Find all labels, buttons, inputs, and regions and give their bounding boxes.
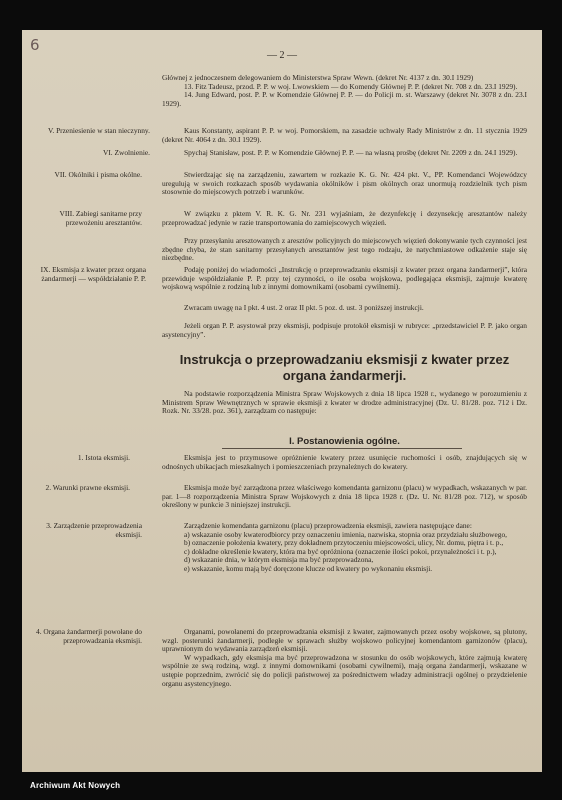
section-7-title: VII. Okólniki i pisma okólne. [54,170,142,179]
section-8-continued: Przy przesyłaniu aresztowanych z aresztów policyjnych do miejscowych więzień dokonywanie tych czynności jest zbędne chyba, że stan sanitarny przesyłanych aresztantów jest tego rodzaju, że natychmiastowe odkażenie staje się niezbędne. [162,236,527,263]
section-9-title: IX. Eksmisja z kwater przez organa żandarmerji — współdziałanie P. P. [40,265,146,283]
instruction-intro: Na podstawie rozporządzenia Ministra Spraw Wojskowych z dnia 18 lipca 1928 r., wydanego w porozumieniu z Ministrem Spraw Wewnętrznych w sprawie eksmisji z kwater w drodze administracyjnej (Dz. U. 81/28. poz. 712 i Dz. Rozk. Nr. 33/28. poz. 361), zarządzam co następuje: [162,389,527,416]
section-8-text: W związku z pktem V. R. K. G. Nr. 231 wyjaśniam, że dezynfekcję i dezynsekcję aresztantów należy przeprowadzać jedynie w razie transportowania do zamiejscowych więzień. [162,209,527,227]
section-5-text: Kaus Konstanty, aspirant P. P. w woj. Pomorskiem, na zasadzie uchwały Rady Ministrów z dn. 11 stycznia 1929 (dekret Nr. 4064 z dn. 30.I 1929). [162,126,527,144]
section-6-title: VI. Zwolnienie. [103,148,150,157]
top-continuation [162,74,527,108]
item-4-text [162,628,527,688]
section-9-note: Zwracam uwagę na I pkt. 4 ust. 2 oraz II pkt. 5 poz. d. ust. 3 poniższej instrukcji. [184,303,424,312]
top-paragraph-3: 14. Jung Edward, post. P. P. w Komendzie Głównej P. P. — do Policji m. st. Warszawy (dekret Nr. 3078 z dn. 23.I 1929). [162,90,527,108]
handwritten-number: 6 [30,36,40,54]
item-4-para-2: W wypadkach, gdy eksmisja ma być przeprowadzona w stosunku do osób wojskowych, które zajmują kwaterę wspólnie ze swą rodziną, wzgl. z innymi domownikami (osobami cywilnemi), mają organa żandarmerji, wskazane w ustępie poprzednim, zwrócić się do policji państwowej za pośrednictwem władzy administracji ogólnej o przydzielenie organu asystencyjnego. [162,652,527,688]
item-3-title: 3. Zarządzenie przeprowadzenia eksmisji. [46,521,142,539]
item-2-title: 2. Warunki prawne eksmisji. [45,483,130,492]
item-4-title: 4. Organa żandarmerji powołane do przeprowadzania eksmisji. [36,627,142,645]
section-heading-general: I. Postanowienia ogólne. [289,436,400,447]
item-3-para: Zarządzenie komendanta garnizonu (placu) przeprowadzenia eksmisji, zawiera następujące dane: [184,521,472,530]
item-3-point-e: e) wskazanie, komu mają być doręczone klucze od kwatery po wykonaniu eksmisji. [184,563,433,573]
archive-watermark: Archiwum Akt Nowych [30,781,121,790]
item-1-title: 1. Istota eksmisji. [77,453,130,462]
section-5-title: V. Przeniesienie w stan nieczynny. [47,126,150,135]
heading-underline [222,448,462,449]
item-3-text [162,522,527,574]
section-8-title: VIII. Zabiegi sanitarne przy przewożeniu aresztantów. [59,209,142,227]
section-6-text: Spychaj Stanisław, post. P. P. w Komendzie Głównej P. P. — na własną prośbę (dekret Nr. 2209 z dn. 24.I 1929). [184,148,518,157]
instruction-title: Instrukcja o przeprowadzaniu eksmisji z kwater przez organa żandarmerji. [179,352,510,383]
top-paragraph-1: Głównej z jednoczesnem delegowaniem do Ministerstwa Spraw Wewn. (dekret Nr. 4137 z dn. 30.I 1929) [162,73,474,82]
page-number: — 2 — [267,50,297,61]
item-4-para-1: Organami, powołanemi do przeprowadzania eksmisji z kwater, zajmowanych przez osoby wojskowe, są plutony, wzgl. posterunki żandarmerji, podległe w sprawach służby wojskowo policyjnej komendantom garnizonów (placu), uprawnionym do wydawania zarządzeń eksmisji. [162,627,527,654]
item-3-point-c: c) dokładne określenie kwatery, która ma być opróżniona (oznaczenie ilości pokoi, przynależności i t. p.), [184,546,497,556]
section-9-text: Podaję poniżej do wiadomości „Instrukcję o przeprowadzaniu eksmisji z kwater przez organa żandarmerji”, która przewiduje współdziałanie P. P. przy tej czynności, o ile osoba wojskowa, podlegająca eksmisji, zajmuje kwaterę wojskową wspólnie z rodziną lub z innymi domownikami (osobami cywilnemi). [162,265,527,292]
item-3-point-d: d) wskazanie dnia, w którym eksmisja ma być przeprowadzona, [184,555,374,565]
document-page [22,30,542,772]
item-2-text: Eksmisja może być zarządzona przez właściwego komendanta garnizonu (placu) w wypadkach, wskazanych w par. par. 1—8 rozporządzenia Ministra Spraw Wojskowych z dnia 18 lipca 1928 r. (Dz. U. Nr. 81/28 poz. 712), w sposób określony w punkcie 3 niniejszej instrukcji. [162,483,527,510]
section-9-protocol: Jeżeli organ P. P. asystował przy eksmisji, podpisuje protokół eksmisji w rubryce: „przedstawiciel P. P. jako organ asystencyjny”. [162,321,527,339]
item-3-point-a: a) wskazanie osoby kwaterodbiorcy przy oznaczeniu imienia, nazwiska, stopnia oraz przydziału służbowego, [184,529,508,539]
item-1-text: Eksmisja jest to przymusowe opróżnienie kwatery przez usunięcie ruchomości i osób, znajdujących się w odnośnych ubikacjach mieszkalnych i pomieszczeniach przynależnych do kwatery. [162,453,527,471]
section-7-text: Stwierdzając się na zarządzeniu, zawartem w rozkazie K. G. Nr. 424 pkt. V., PP. Komendanci Wojewódzcy uregulują w swoich rozkazach sposób wydawania okólników i pism okólnych oraz unormują rozdzielnik tych pism stosownie do miejscowych potrzeb i warunków. [162,170,527,197]
top-paragraph-2: 13. Fitz Tadeusz, przod. P. P. w woj. Lwowskiem — do Komendy Głównej P. P. (dekret Nr. 708 z dn. 23.I 1929). [184,81,518,91]
item-3-point-b: b) oznaczenie położenia kwatery, przy dokładnem przytoczeniu miejscowości, ulicy, Nr. domu, piętra i t. p., [184,538,504,548]
